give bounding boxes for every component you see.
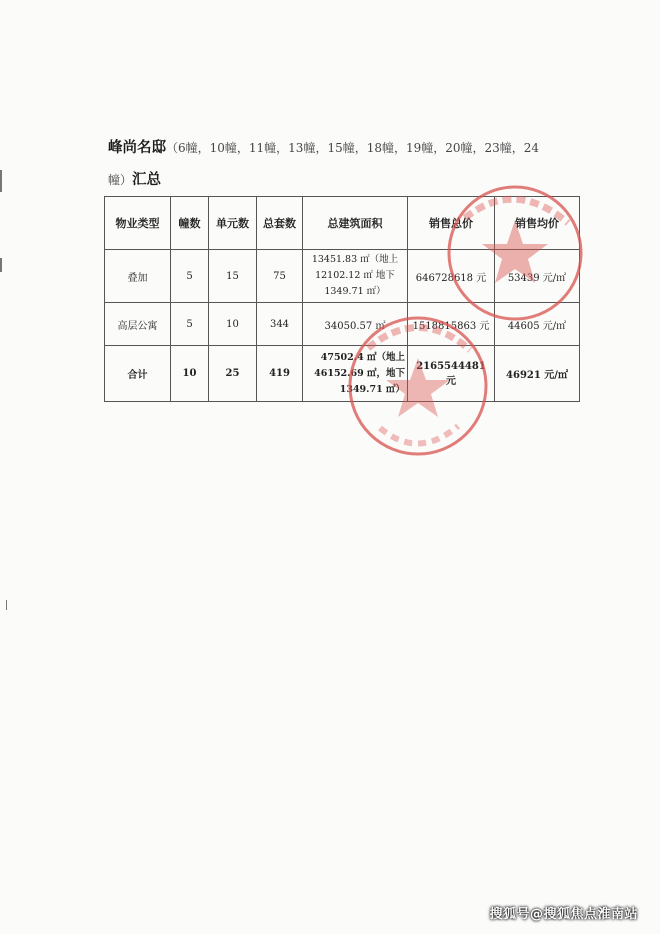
scan-edge-mark bbox=[0, 170, 2, 192]
area-line: 46152.69 ㎡，地下 bbox=[314, 367, 405, 379]
header-suite-count: 总套数 bbox=[257, 197, 303, 250]
cell-suites: 419 bbox=[257, 346, 303, 402]
cell-buildings: 10 bbox=[171, 346, 209, 402]
scan-edge-mark bbox=[6, 600, 7, 610]
table-total-row bbox=[105, 346, 580, 402]
cell-type: 叠加 bbox=[105, 250, 171, 303]
header-total-price: 销售总价 bbox=[408, 197, 495, 250]
area-line: 1349.71 ㎡） bbox=[324, 286, 386, 297]
cell-area bbox=[303, 250, 408, 303]
summary-label: 汇总 bbox=[132, 172, 162, 188]
header-property-type: 物业类型 bbox=[105, 197, 171, 250]
cell-units: 10 bbox=[209, 303, 257, 346]
summary-table bbox=[104, 196, 580, 402]
cell-type: 高层公寓 bbox=[105, 303, 171, 346]
building-list: （6幢，10幢，11幢，13幢，15幢，18幢，19幢，20幢，23幢，24 bbox=[166, 141, 540, 155]
cell-units: 25 bbox=[209, 346, 257, 402]
header-building-count: 幢数 bbox=[171, 197, 209, 250]
cell-total-price: 1518815863 元 bbox=[408, 303, 495, 346]
table-header-row bbox=[105, 197, 580, 250]
source-watermark: 搜狐号@搜狐焦点淮南站 bbox=[489, 907, 638, 922]
table-row bbox=[105, 303, 580, 346]
cell-units: 15 bbox=[209, 250, 257, 303]
cell-suites: 344 bbox=[257, 303, 303, 346]
cell-type: 合计 bbox=[105, 346, 171, 402]
table-row bbox=[105, 250, 580, 303]
cell-total-price: 2165544481 元 bbox=[408, 346, 495, 402]
cell-average-price: 44605 元/㎡ bbox=[495, 303, 580, 346]
cell-area: 34050.57 ㎡ bbox=[303, 303, 408, 346]
document-title bbox=[108, 132, 588, 196]
scan-edge-mark bbox=[0, 258, 2, 272]
cell-average-price: 53439 元/㎡ bbox=[495, 250, 580, 303]
cell-average-price: 46921 元/㎡ bbox=[495, 346, 580, 402]
area-line: 47502.4 ㎡（地上 bbox=[320, 351, 405, 363]
project-name: 峰尚名邸 bbox=[108, 140, 166, 156]
header-unit-count: 单元数 bbox=[209, 197, 257, 250]
cell-buildings: 5 bbox=[171, 250, 209, 303]
cell-suites: 75 bbox=[257, 250, 303, 303]
header-total-area: 总建筑面积 bbox=[303, 197, 408, 250]
header-average-price: 销售均价 bbox=[495, 197, 580, 250]
area-line: 1349.71 ㎡） bbox=[339, 383, 405, 395]
cell-total-price: 646728618 元 bbox=[408, 250, 495, 303]
area-line: 13451.83 ㎡（地上 bbox=[311, 254, 399, 265]
building-list-end: 幢） bbox=[108, 173, 133, 187]
cell-area bbox=[303, 346, 408, 402]
area-line: 12102.12 ㎡ 地下 bbox=[315, 270, 395, 281]
cell-buildings: 5 bbox=[171, 303, 209, 346]
